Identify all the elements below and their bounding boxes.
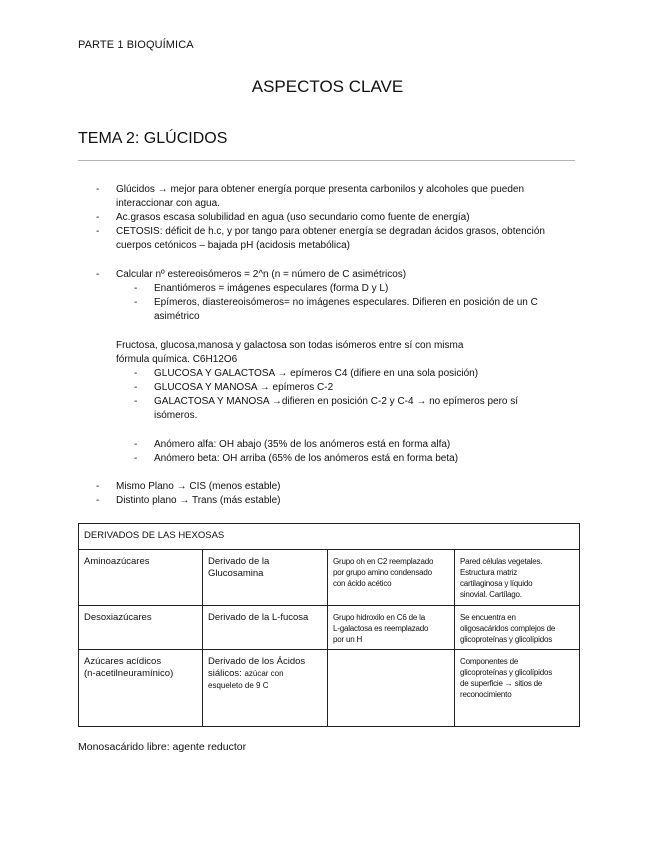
bullet-dash: - — [96, 495, 100, 506]
isomers-paragraph — [116, 339, 556, 367]
sub-bullet-text-cont: asimétrico — [154, 311, 200, 322]
table-cell-derived — [203, 606, 328, 650]
table-row — [79, 606, 580, 650]
cell-text: con ácido acético — [333, 579, 392, 588]
bullet-text: Mismo Plano → CIS (menos estable) — [116, 481, 281, 492]
bullet-text: Glúcidos → mejor para obtener energía porque presenta carbonilos y alcoholes que pueden — [116, 184, 525, 195]
cell-text: Derivado de la — [208, 556, 270, 567]
bullet-item — [96, 183, 586, 211]
cell-text: Grupo oh en C2 reemplazado — [333, 557, 434, 566]
bullet-item — [96, 211, 586, 225]
cell-text: Aminoazúcares — [84, 556, 150, 567]
sub-bullet-item — [134, 367, 584, 381]
sub-bullet-text: Enantiómeros = imágenes especulares (forma D y L) — [154, 283, 389, 294]
sub-bullet-text: GLUCOSA Y GALACTOSA → epímeros C4 (difiere en una sola posición) — [154, 368, 479, 379]
bullet-text: Calcular nº estereoisómeros = 2^n (n = número de C asimétricos) — [116, 269, 407, 280]
cell-text: Estructura matriz — [460, 568, 518, 577]
bullet-dash: - — [96, 184, 100, 195]
table-cell-location — [455, 650, 580, 727]
page-title: ASPECTOS CLAVE — [251, 77, 404, 96]
cell-text: glicoproteínas y glicolípidos — [460, 635, 553, 644]
cell-text: Derivado de los Ácidos — [208, 656, 306, 667]
cell-text: Componentes de — [460, 657, 519, 666]
cell-text: (n-acetilneuramínico) — [84, 668, 174, 679]
sub-bullet-text: GLUCOSA Y MANOSA → epímeros C-2 — [154, 382, 334, 393]
table-row — [79, 550, 580, 606]
sub-bullet-item — [134, 452, 584, 466]
bullet-text: CETOSIS: déficit de h.c, y por tango para obtener energía se degradan ácidos grasos, obtención — [116, 226, 545, 237]
sub-bullet-dash: - — [134, 439, 138, 450]
table-row — [79, 650, 580, 727]
bullet-item — [96, 480, 586, 494]
cell-text: por grupo amino condensado — [333, 568, 432, 577]
cell-text: L-galactosa es reemplazado — [333, 624, 429, 633]
table-cell-location — [455, 550, 580, 606]
sub-bullet-item — [134, 296, 584, 324]
paragraph-line: Fructosa, glucosa,manosa y galactosa son todas isómeros entre sí con misma — [116, 340, 464, 351]
sub-bullet-text: Anómero beta: OH arriba (65% de los anómeros está en forma beta) — [154, 453, 459, 464]
sub-bullet-item — [134, 438, 584, 452]
sub-bullet-dash: - — [134, 368, 138, 379]
table-cell-name — [79, 550, 203, 606]
cell-text: glicoproteínas y glicolípidos — [460, 668, 553, 677]
table-cell-derived — [203, 550, 328, 606]
cell-text: Derivado de la L-fucosa — [208, 612, 309, 623]
cell-text: sinovial. Cartílago. — [460, 590, 522, 599]
bullet-text: Ac.grasos escasa solubilidad en agua (uso secundario como fuente de energía) — [116, 212, 470, 223]
bullet-text-cont: interaccionar con agua. — [116, 198, 220, 209]
cell-text: Glucosamina — [208, 568, 264, 579]
sub-bullet-dash: - — [134, 382, 138, 393]
table-cell-name — [79, 606, 203, 650]
sub-bullet-text: Epímeros, diastereoisómeros= no imágenes especulares. Difieren en posición de un C — [154, 297, 538, 308]
sub-bullet-item — [134, 282, 584, 296]
sub-bullet-text: GALACTOSA Y MANOSA →difieren en posición C-2 y C-4 → no epímeros pero sí — [154, 396, 519, 407]
table-header-cell: DERIVADOS DE LAS HEXOSAS — [79, 524, 580, 550]
cell-text: cartilaginosa y líquido — [460, 579, 533, 588]
sub-bullet-dash: - — [134, 396, 138, 407]
cell-text-small: esqueleto de 9 C — [208, 681, 269, 690]
bullet-dash: - — [96, 269, 100, 280]
document-header: PARTE 1 BIOQUÍMICA — [78, 39, 194, 51]
table-header-row — [79, 524, 580, 550]
sub-bullet-dash: - — [134, 297, 138, 308]
sub-bullet-dash: - — [134, 283, 138, 294]
table-cell-group — [328, 606, 455, 650]
table-cell-derived — [203, 650, 328, 727]
cell-text: Pared células vegetales. — [460, 557, 543, 566]
cell-text: Azúcares acídicos — [84, 656, 162, 667]
sub-bullet-item — [134, 395, 584, 423]
cell-text: oligosacáridos complejos de — [460, 624, 556, 633]
bullet-text-cont: cuerpos cetónicos – bajada pH (acidosis metabólica) — [116, 240, 351, 251]
section-title: TEMA 2: GLÚCIDOS — [78, 130, 228, 147]
cell-text: Grupo hidroxilo en C6 de la — [333, 613, 425, 622]
bullet-item-calc — [96, 268, 586, 282]
footer-note: Monosacárido libre: agente reductor — [78, 741, 247, 753]
cell-text: reconocimiento — [460, 690, 512, 699]
table-cell-group — [328, 550, 455, 606]
bullet-item — [96, 494, 586, 508]
sub-bullet-item — [134, 381, 584, 395]
sub-bullet-text: Anómero alfa: OH abajo (35% de los anómeros está en forma alfa) — [154, 439, 451, 450]
bullet-text: Distinto plano → Trans (más estable) — [116, 495, 281, 506]
cell-text-small: azúcar con — [244, 669, 284, 678]
paragraph-line: fórmula química. C6H12O6 — [116, 354, 238, 365]
cell-text: por un H — [333, 635, 363, 644]
table-cell-name — [79, 650, 203, 727]
cell-text: Desoxiazúcares — [84, 612, 152, 623]
table-cell-location — [455, 606, 580, 650]
table-cell-group-empty — [328, 650, 455, 727]
bullet-dash: - — [96, 481, 100, 492]
bullet-dash: - — [96, 226, 100, 237]
cell-text: siálicos: — [208, 668, 242, 679]
sub-bullet-text-cont: isómeros. — [154, 410, 198, 421]
sub-bullet-dash: - — [134, 453, 138, 464]
cell-text: Se encuentra en — [460, 613, 516, 622]
section-divider — [78, 160, 575, 161]
hexose-derivatives-table — [78, 523, 580, 727]
bullet-dash: - — [96, 212, 100, 223]
bullet-item — [96, 225, 586, 253]
cell-text: de superficie → sitios de — [460, 679, 543, 688]
